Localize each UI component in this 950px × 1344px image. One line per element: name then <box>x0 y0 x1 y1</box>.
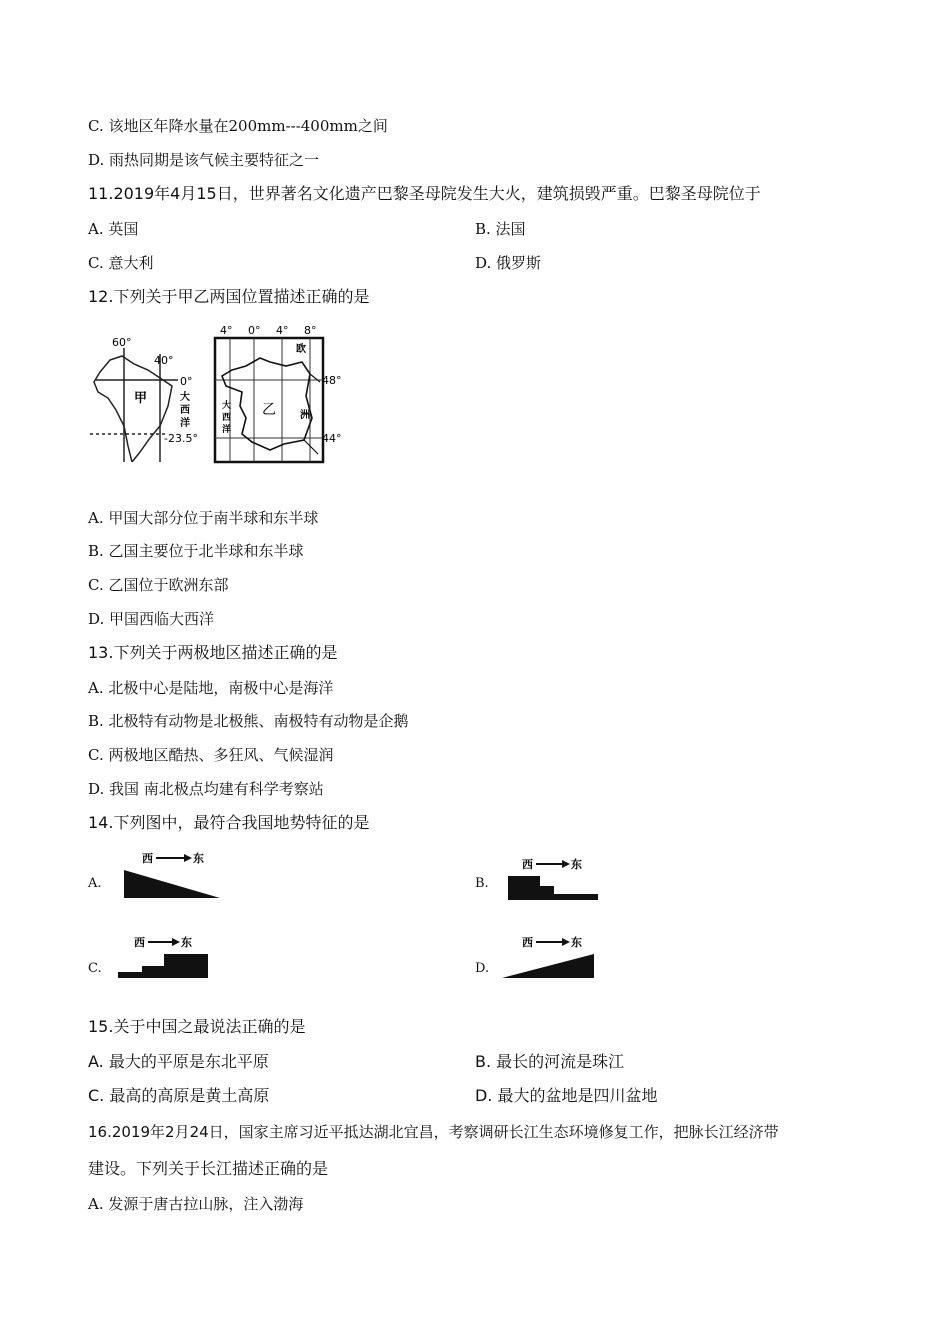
east-label: 东 <box>571 858 582 871</box>
country-jia-label: 甲 <box>134 391 148 406</box>
ocean-char-2: 西 <box>222 413 232 423</box>
equator-label: 0° <box>180 375 193 388</box>
europe-char-1: 欧 <box>296 344 306 355</box>
lon-8e-label: 8° <box>304 324 317 337</box>
option-a-label: A. <box>88 876 102 891</box>
west-label: 西 <box>134 936 145 949</box>
question-16-stem-line-2: 建设。下列关于长江描述正确的是 <box>88 1159 329 1178</box>
option-b-label: B. <box>475 876 489 891</box>
lon-4w-label: 4° <box>220 324 233 337</box>
terrain-profile-a <box>120 850 224 902</box>
option-b: B. 最长的河流是珠江 <box>475 1052 625 1071</box>
lat-48-label: 48° <box>322 374 342 387</box>
option-b: B. 北极特有动物是北极熊、南极特有动物是企鹅 <box>88 712 409 730</box>
option-d: D. 甲国西临大西洋 <box>88 610 215 628</box>
question-15-stem: 15.关于中国之最说法正确的是 <box>88 1017 306 1036</box>
terrain-profile-c <box>114 932 214 982</box>
east-label: 东 <box>571 936 582 949</box>
option-b: B. 法国 <box>475 220 526 238</box>
ocean-char-1: 大 <box>180 392 190 403</box>
option-a: A. 发源于唐古拉山脉，注入渤海 <box>88 1195 304 1213</box>
terrain-profile-b <box>504 854 604 904</box>
east-label: 东 <box>181 936 192 949</box>
option-d: D. 俄罗斯 <box>475 254 542 272</box>
option-c: C. 两极地区酷热、多狂风、气候湿润 <box>88 746 334 764</box>
option-b: B. 乙国主要位于北半球和东半球 <box>88 542 304 560</box>
question-14-stem: 14.下列图中，最符合我国地势特征的是 <box>88 813 370 832</box>
question-12-stem: 12.下列关于甲乙两国位置描述正确的是 <box>88 287 370 306</box>
option-d-label: D. <box>475 961 490 976</box>
west-label: 西 <box>522 936 533 949</box>
lat-44-label: 44° <box>322 432 342 445</box>
map-country-yi <box>212 322 342 464</box>
ocean-char-1: 大 <box>222 401 232 411</box>
option-c: C. 该地区年降水量在200mm---400mm之间 <box>88 117 388 135</box>
east-label: 东 <box>193 852 204 865</box>
question-16-stem-line-1: 16.2019年2月24日，国家主席习近平抵达湖北宜昌，考察调研长江生态环境修复工作，把脉长江经济带 <box>88 1123 779 1141</box>
ocean-char-3: 洋 <box>222 425 232 435</box>
option-d: D. 我国 南北极点均建有科学考察站 <box>88 780 324 798</box>
option-d: D. 雨热同期是该气候主要特征之一 <box>88 151 320 169</box>
option-c: C. 最高的高原是黄土高原 <box>88 1086 270 1105</box>
country-yi-label: 乙 <box>262 402 276 418</box>
lon-0-label: 0° <box>248 324 261 337</box>
terrain-profile-d <box>500 932 600 982</box>
option-a: A. 甲国大部分位于南半球和东半球 <box>88 509 319 527</box>
question-11-stem: 11.2019年4月15日，世界著名文化遗产巴黎圣母院发生大火，建筑损毁严重。巴黎圣母院位于 <box>88 184 761 203</box>
lon-60-label: 60° <box>112 336 132 349</box>
europe-char-2: 洲 <box>300 410 310 421</box>
ocean-char-2: 西 <box>180 405 190 416</box>
option-d: D. 最大的盆地是四川盆地 <box>475 1086 658 1105</box>
option-c: C. 乙国位于欧洲东部 <box>88 576 229 594</box>
question-13-stem: 13.下列关于两极地区描述正确的是 <box>88 643 338 662</box>
option-a: A. 英国 <box>88 220 139 238</box>
option-c-label: C. <box>88 961 102 976</box>
map-country-jia <box>88 334 206 462</box>
lon-4e-label: 4° <box>276 324 289 337</box>
tropic-label: -23.5° <box>164 432 198 445</box>
option-a: A. 北极中心是陆地，南极中心是海洋 <box>88 679 334 697</box>
option-a: A. 最大的平原是东北平原 <box>88 1052 269 1071</box>
west-label: 西 <box>142 852 153 865</box>
west-label: 西 <box>522 858 533 871</box>
ocean-char-3: 洋 <box>180 418 190 429</box>
lon-40-label: 40° <box>154 354 174 367</box>
option-c: C. 意大利 <box>88 254 154 272</box>
